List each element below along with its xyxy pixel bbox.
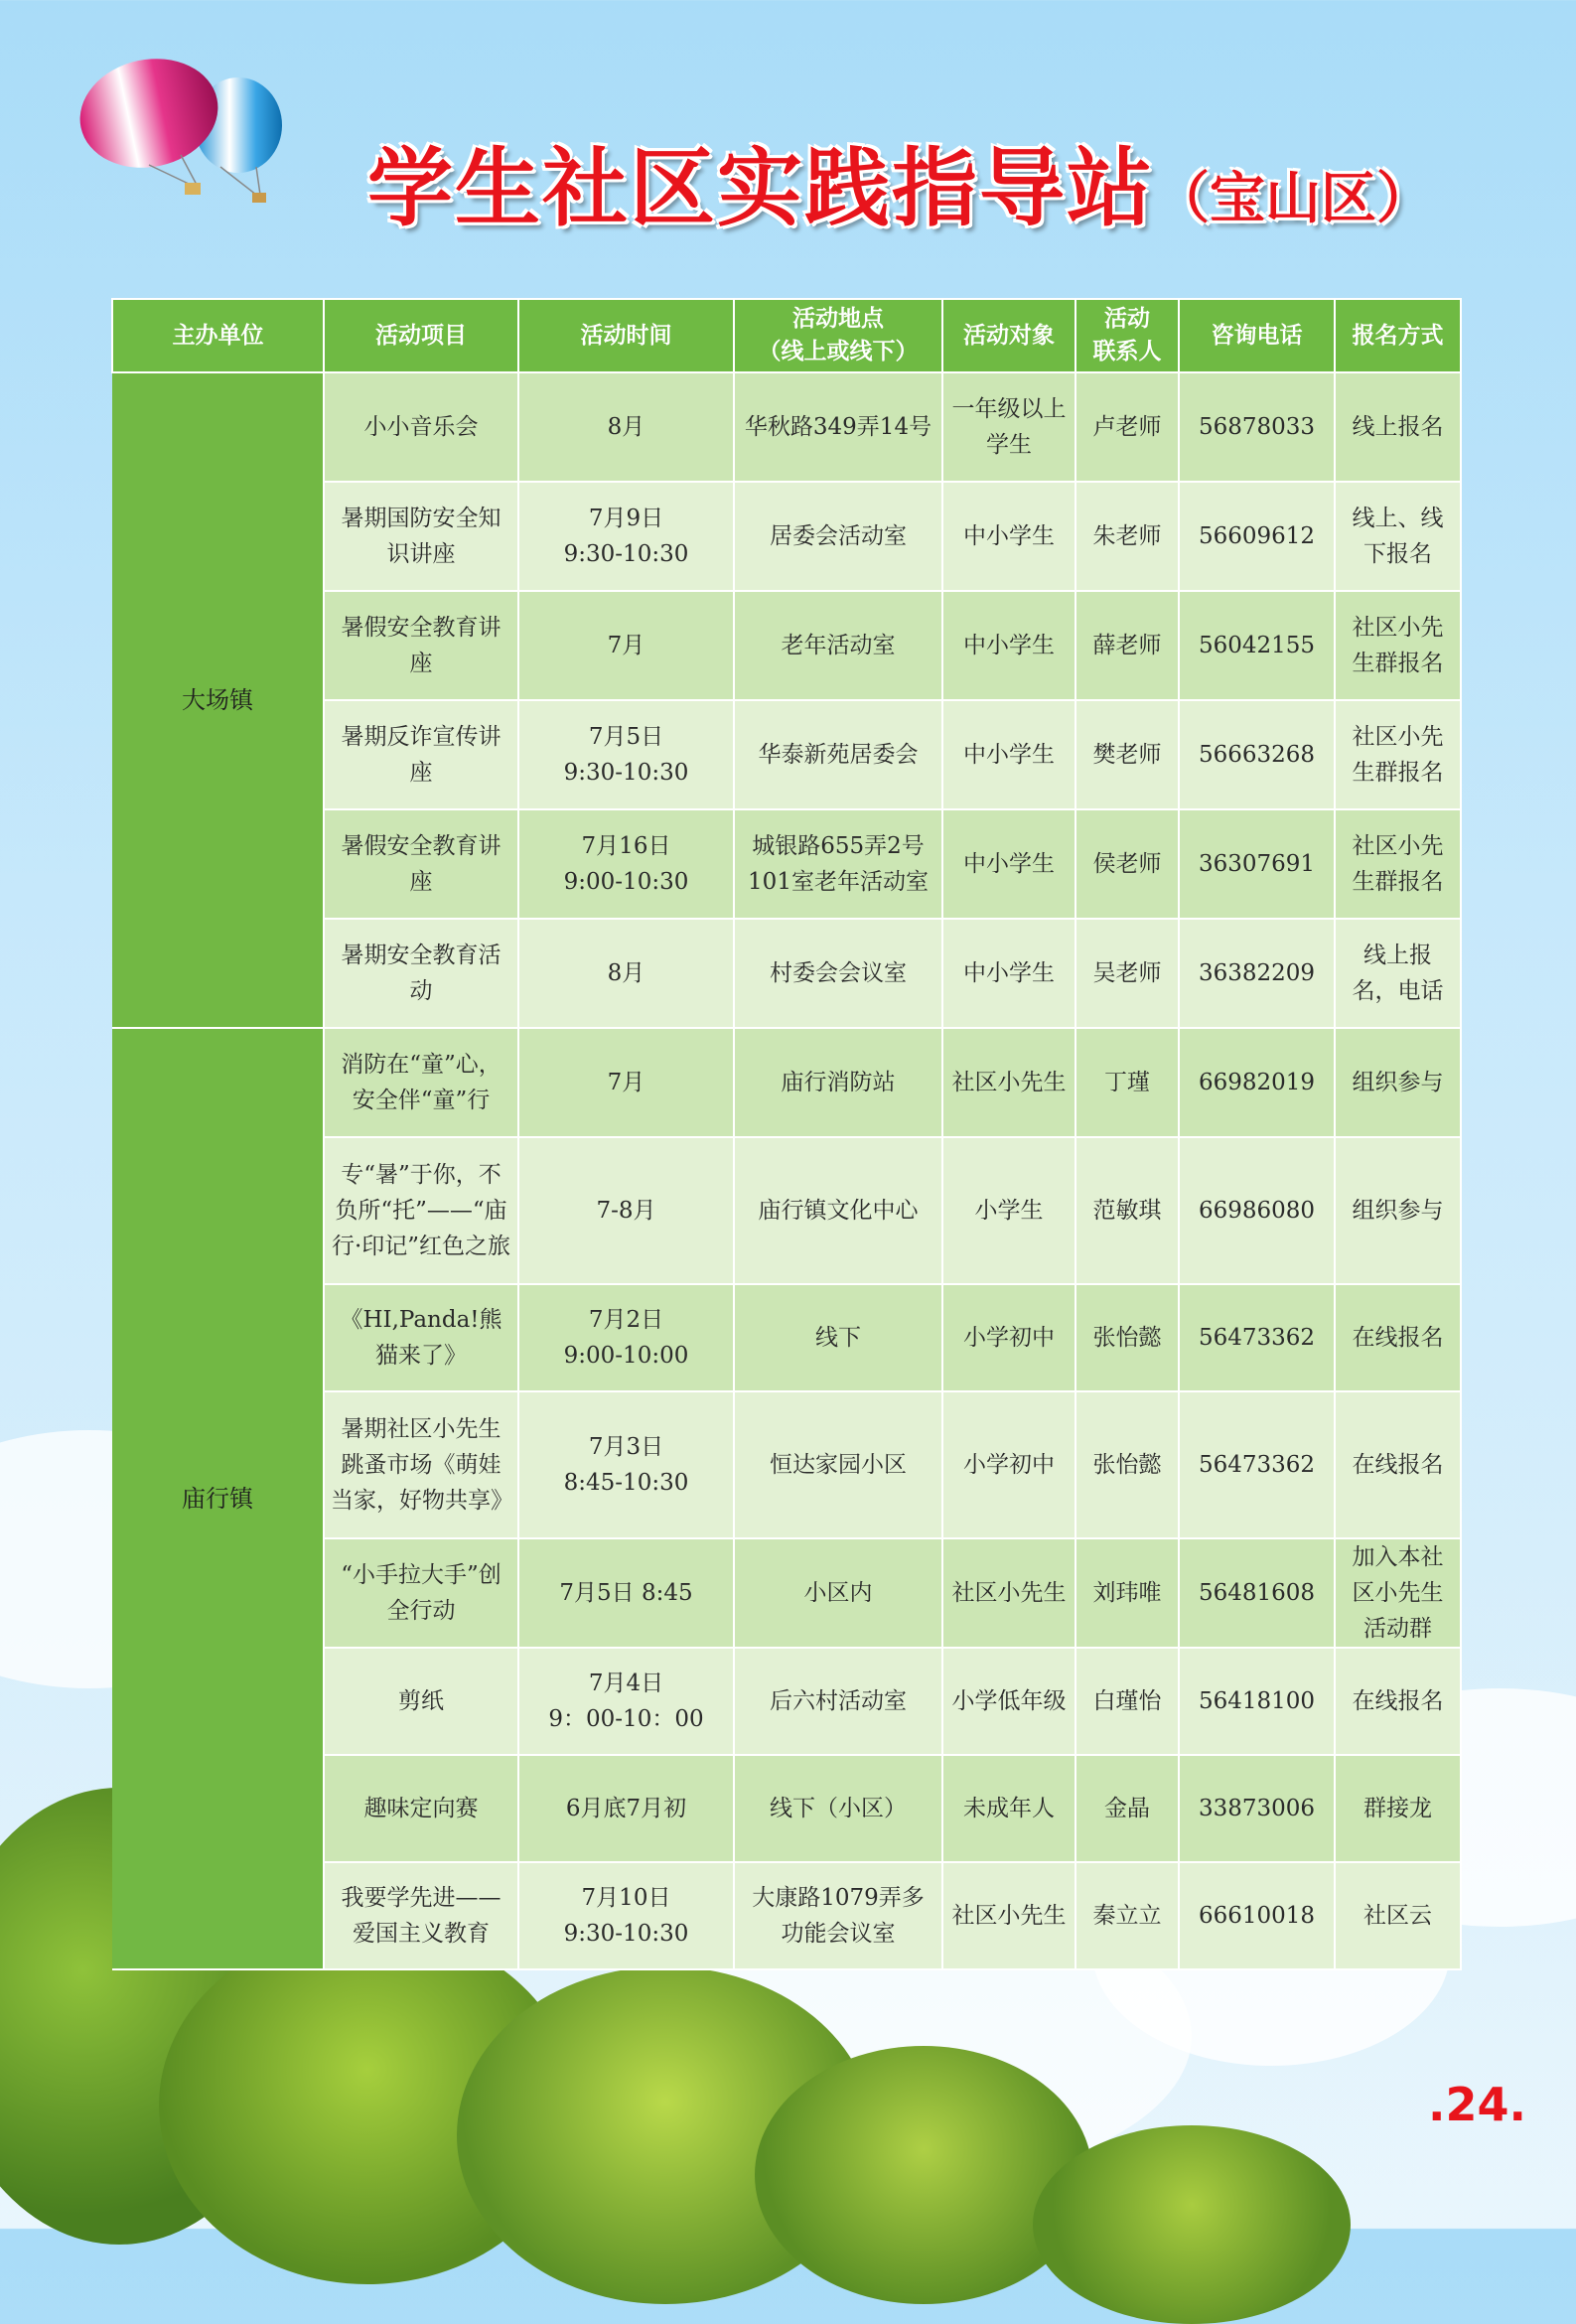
cell-place: 庙行镇文化中心 bbox=[734, 1137, 942, 1284]
cell-signup: 在线报名 bbox=[1335, 1648, 1461, 1755]
cell-place: 庙行消防站 bbox=[734, 1028, 942, 1137]
cell-time: 7月2日 9:00-10:00 bbox=[518, 1284, 734, 1391]
cell-contact: 薛老师 bbox=[1075, 591, 1179, 700]
cell-project: 我要学先进——爱国主义教育 bbox=[324, 1862, 518, 1969]
cell-contact: 白瑾怡 bbox=[1075, 1648, 1179, 1755]
cell-place: 华泰新苑居委会 bbox=[734, 700, 942, 809]
cell-contact: 朱老师 bbox=[1075, 482, 1179, 591]
cell-target: 中小学生 bbox=[942, 919, 1075, 1028]
cell-contact: 刘玮唯 bbox=[1075, 1538, 1179, 1648]
cell-place: 老年活动室 bbox=[734, 591, 942, 700]
cell-place: 村委会会议室 bbox=[734, 919, 942, 1028]
cell-phone: 56878033 bbox=[1179, 372, 1335, 482]
column-header: 主办单位 bbox=[112, 299, 324, 372]
cell-signup: 在线报名 bbox=[1335, 1391, 1461, 1538]
cell-time: 6月底7月初 bbox=[518, 1755, 734, 1862]
cell-project: 趣味定向赛 bbox=[324, 1755, 518, 1862]
cell-time: 7月 bbox=[518, 591, 734, 700]
cell-target: 中小学生 bbox=[942, 591, 1075, 700]
cell-time: 8月 bbox=[518, 372, 734, 482]
table-row bbox=[112, 372, 1461, 482]
hot-air-balloons-icon bbox=[62, 56, 300, 215]
cell-contact: 金晶 bbox=[1075, 1755, 1179, 1862]
cell-target: 社区小先生 bbox=[942, 1028, 1075, 1137]
cell-project: 暑期安全教育活动 bbox=[324, 919, 518, 1028]
page-number: .24. bbox=[1428, 2078, 1526, 2131]
cell-target: 小学初中 bbox=[942, 1391, 1075, 1538]
page-title bbox=[367, 119, 1432, 242]
cell-place: 城银路655弄2号101室老年活动室 bbox=[734, 809, 942, 919]
cell-signup: 社区云 bbox=[1335, 1862, 1461, 1969]
cell-project: 暑假安全教育讲座 bbox=[324, 809, 518, 919]
cell-time: 7-8月 bbox=[518, 1137, 734, 1284]
cell-target: 中小学生 bbox=[942, 482, 1075, 591]
cell-contact: 范敏琪 bbox=[1075, 1137, 1179, 1284]
cell-project: 消防在“童”心，安全伴“童”行 bbox=[324, 1028, 518, 1137]
cell-signup: 社区小先生群报名 bbox=[1335, 591, 1461, 700]
cell-place: 华秋路349弄14号 bbox=[734, 372, 942, 482]
cell-target: 小学初中 bbox=[942, 1284, 1075, 1391]
title-sub: （宝山区） bbox=[1154, 167, 1432, 231]
cell-project: 暑期国防安全知识讲座 bbox=[324, 482, 518, 591]
column-header: 活动 联系人 bbox=[1075, 299, 1179, 372]
cell-time: 7月10日 9:30-10:30 bbox=[518, 1862, 734, 1969]
cell-time: 7月4日 9：00-10：00 bbox=[518, 1648, 734, 1755]
cell-target: 中小学生 bbox=[942, 809, 1075, 919]
cell-place: 线下 bbox=[734, 1284, 942, 1391]
cell-phone: 33873006 bbox=[1179, 1755, 1335, 1862]
cell-phone: 56609612 bbox=[1179, 482, 1335, 591]
cell-target: 未成年人 bbox=[942, 1755, 1075, 1862]
cell-target: 社区小先生 bbox=[942, 1862, 1075, 1969]
cell-project: 小小音乐会 bbox=[324, 372, 518, 482]
table-row bbox=[112, 1028, 1461, 1137]
column-header: 活动项目 bbox=[324, 299, 518, 372]
cell-signup: 线上、线下报名 bbox=[1335, 482, 1461, 591]
foliage bbox=[1033, 2125, 1351, 2324]
cell-place: 恒达家园小区 bbox=[734, 1391, 942, 1538]
cell-phone: 56473362 bbox=[1179, 1284, 1335, 1391]
cell-project: 专“暑”于你，不负所“托”——“庙行·印记”红色之旅 bbox=[324, 1137, 518, 1284]
activity-table bbox=[111, 298, 1462, 1970]
cell-contact: 丁瑾 bbox=[1075, 1028, 1179, 1137]
cell-contact: 侯老师 bbox=[1075, 809, 1179, 919]
cell-time: 7月16日 9:00-10:30 bbox=[518, 809, 734, 919]
cell-signup: 社区小先生群报名 bbox=[1335, 700, 1461, 809]
cell-contact: 吴老师 bbox=[1075, 919, 1179, 1028]
cell-place: 小区内 bbox=[734, 1538, 942, 1648]
cell-signup: 在线报名 bbox=[1335, 1284, 1461, 1391]
cell-phone: 56663268 bbox=[1179, 700, 1335, 809]
cell-phone: 56418100 bbox=[1179, 1648, 1335, 1755]
cell-phone: 66982019 bbox=[1179, 1028, 1335, 1137]
column-header: 咨询电话 bbox=[1179, 299, 1335, 372]
cell-phone: 56473362 bbox=[1179, 1391, 1335, 1538]
table-header-row bbox=[112, 299, 1461, 372]
cell-contact: 秦立立 bbox=[1075, 1862, 1179, 1969]
cell-contact: 张怡懿 bbox=[1075, 1391, 1179, 1538]
cell-place: 后六村活动室 bbox=[734, 1648, 942, 1755]
cell-phone: 36382209 bbox=[1179, 919, 1335, 1028]
column-header: 活动地点 （线上或线下） bbox=[734, 299, 942, 372]
cell-time: 8月 bbox=[518, 919, 734, 1028]
cell-signup: 线上报名，电话 bbox=[1335, 919, 1461, 1028]
cell-target: 社区小先生 bbox=[942, 1538, 1075, 1648]
cell-target: 小学低年级 bbox=[942, 1648, 1075, 1755]
cell-project: 剪纸 bbox=[324, 1648, 518, 1755]
cell-project: 暑假安全教育讲座 bbox=[324, 591, 518, 700]
host-unit-cell: 大场镇 bbox=[112, 372, 324, 1028]
cell-phone: 66986080 bbox=[1179, 1137, 1335, 1284]
column-header: 活动对象 bbox=[942, 299, 1075, 372]
cell-signup: 组织参与 bbox=[1335, 1028, 1461, 1137]
cell-place: 居委会活动室 bbox=[734, 482, 942, 591]
cell-contact: 樊老师 bbox=[1075, 700, 1179, 809]
cell-project: 暑期反诈宣传讲座 bbox=[324, 700, 518, 809]
column-header: 报名方式 bbox=[1335, 299, 1461, 372]
cell-target: 一年级以上学生 bbox=[942, 372, 1075, 482]
cell-place: 大康路1079弄多功能会议室 bbox=[734, 1862, 942, 1969]
cell-time: 7月3日 8:45-10:30 bbox=[518, 1391, 734, 1538]
cell-project: 《HI,Panda!熊猫来了》 bbox=[324, 1284, 518, 1391]
host-unit-cell: 庙行镇 bbox=[112, 1028, 324, 1969]
cell-signup: 线上报名 bbox=[1335, 372, 1461, 482]
column-header: 活动时间 bbox=[518, 299, 734, 372]
cell-time: 7月5日 9:30-10:30 bbox=[518, 700, 734, 809]
cell-contact: 张怡懿 bbox=[1075, 1284, 1179, 1391]
cell-signup: 加入本社区小先生活动群 bbox=[1335, 1538, 1461, 1648]
cell-project: “小手拉大手”创全行动 bbox=[324, 1538, 518, 1648]
cell-contact: 卢老师 bbox=[1075, 372, 1179, 482]
title-main: 学生社区实践指导站 bbox=[367, 139, 1154, 238]
cell-time: 7月5日 8:45 bbox=[518, 1538, 734, 1648]
cell-phone: 66610018 bbox=[1179, 1862, 1335, 1969]
cell-project: 暑期社区小先生跳蚤市场《萌娃当家，好物共享》 bbox=[324, 1391, 518, 1538]
cell-target: 中小学生 bbox=[942, 700, 1075, 809]
cell-signup: 组织参与 bbox=[1335, 1137, 1461, 1284]
foliage bbox=[755, 2046, 1092, 2304]
cell-phone: 56042155 bbox=[1179, 591, 1335, 700]
cell-target: 小学生 bbox=[942, 1137, 1075, 1284]
cell-signup: 社区小先生群报名 bbox=[1335, 809, 1461, 919]
cell-time: 7月9日 9:30-10:30 bbox=[518, 482, 734, 591]
cell-phone: 36307691 bbox=[1179, 809, 1335, 919]
cell-time: 7月 bbox=[518, 1028, 734, 1137]
cell-signup: 群接龙 bbox=[1335, 1755, 1461, 1862]
cell-place: 线下（小区） bbox=[734, 1755, 942, 1862]
cell-phone: 56481608 bbox=[1179, 1538, 1335, 1648]
